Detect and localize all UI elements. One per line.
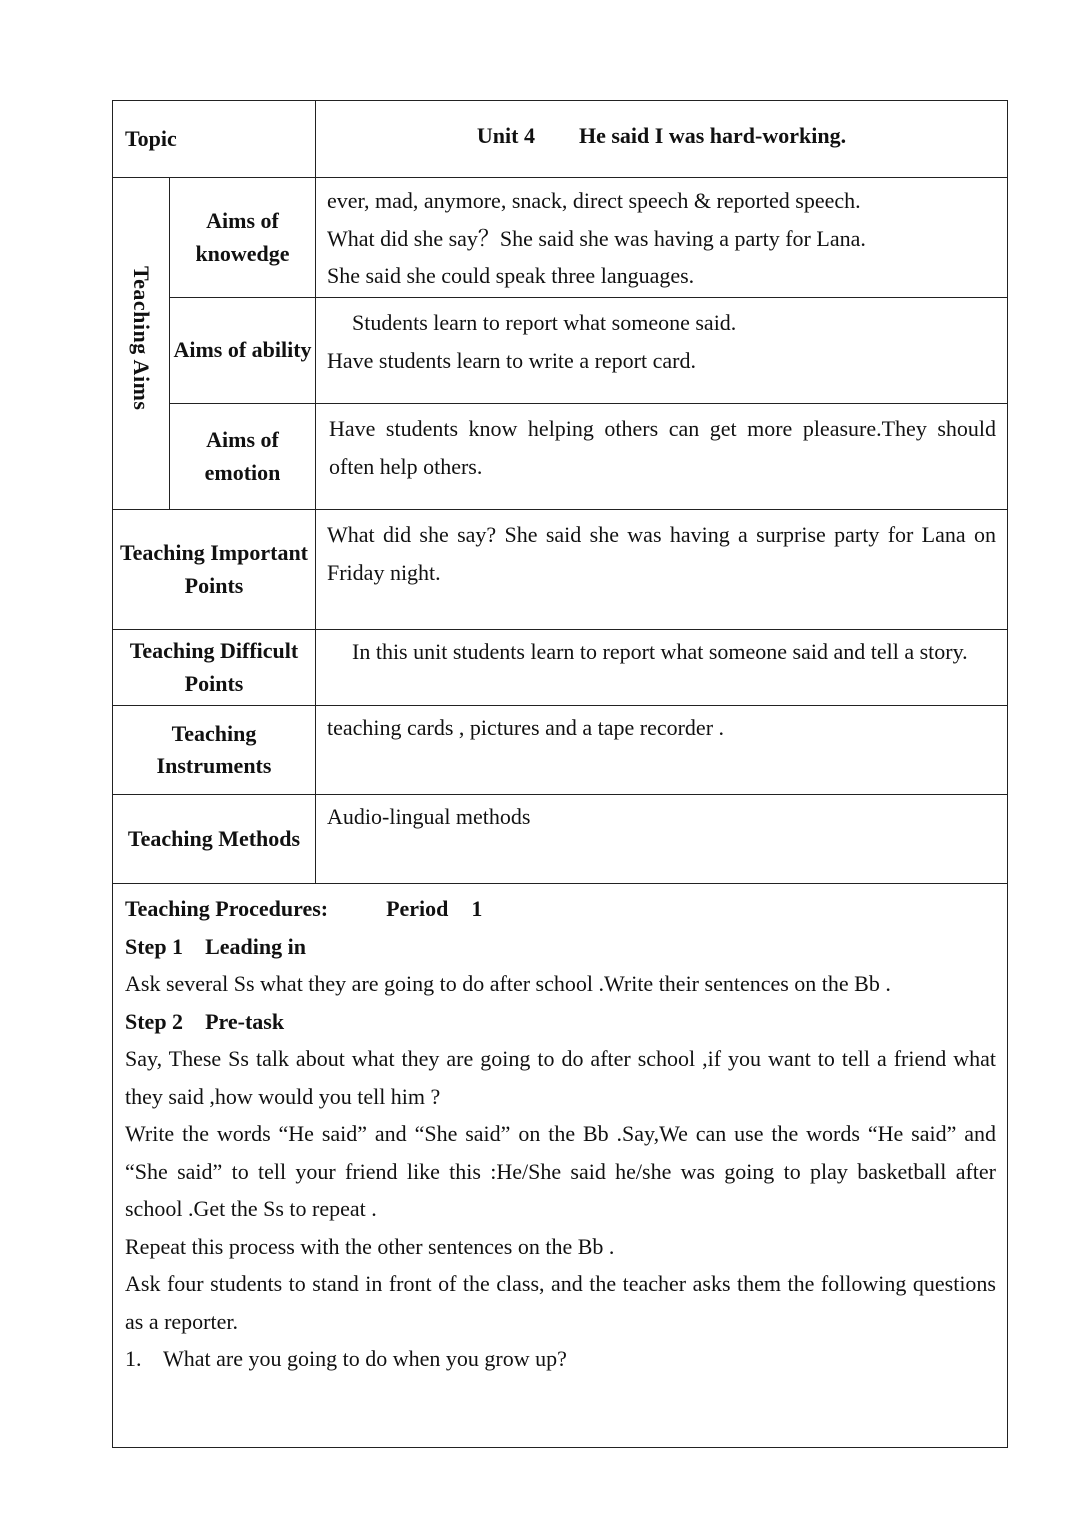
- aims-emotion-label: Aims of emotion: [170, 404, 316, 510]
- teaching-aims-label-cell: [113, 178, 170, 510]
- methods-content: Audio-lingual methods: [316, 795, 1008, 884]
- knowledge-line: She said she could speak three languages.: [327, 263, 695, 288]
- procedures-row: [113, 884, 1008, 1448]
- procedure-paragraph: Say, These Ss talk about what they are going to do after school ,if you want to tell a friend what they said ,how would you tell him ?: [125, 1046, 996, 1109]
- step1-title: Leading in: [205, 933, 306, 959]
- step1-heading: [125, 928, 996, 966]
- unit-number: Unit 4: [476, 123, 535, 148]
- procedure-paragraph: Ask four students to stand in front of the class, and the teacher asks them the following questions as a reporter.: [125, 1271, 996, 1334]
- ability-line: Have students learn to write a report card.: [327, 347, 696, 373]
- methods-row: [113, 795, 1008, 884]
- difficult-points-row: [113, 630, 1008, 706]
- aims-knowledge-row: [113, 178, 1008, 298]
- topic-row: [113, 101, 1008, 178]
- aims-ability-label: Aims of ability: [170, 298, 316, 404]
- aims-emotion-content: Have students know helping others can get more pleasure.They should often help others.: [316, 404, 1008, 510]
- question-item: [125, 1340, 996, 1378]
- aims-knowledge-content: [316, 178, 1008, 298]
- period-number: 1: [471, 896, 483, 921]
- topic-label: Topic: [113, 101, 316, 178]
- instruments-content: teaching cards , pictures and a tape recorder .: [316, 706, 1008, 795]
- aims-ability-row: [113, 298, 1008, 404]
- step1-label: Step 1: [125, 933, 184, 959]
- ability-line: Students learn to report what someone said.: [352, 310, 737, 335]
- step2-heading: [125, 1003, 996, 1041]
- unit-title: He said I was hard-working.: [578, 123, 847, 148]
- procedure-paragraph: Repeat this process with the other sentences on the Bb .: [125, 1233, 615, 1259]
- important-points-label: Teaching Important Points: [113, 510, 316, 630]
- difficult-points-content: In this unit students learn to report what someone said and tell a story.: [316, 630, 1008, 706]
- procedures-content: [113, 884, 1008, 1448]
- step2-label: Step 2: [125, 1008, 184, 1034]
- difficult-points-label: Teaching Difficult Points: [113, 630, 316, 706]
- procedures-title: Teaching Procedures:: [125, 896, 329, 921]
- procedures-heading: [125, 890, 996, 928]
- important-points-row: [113, 510, 1008, 630]
- period-label: Period: [386, 896, 449, 921]
- aims-knowledge-label: Aims of knowedge: [170, 178, 316, 298]
- topic-title: [316, 101, 1008, 178]
- step1-text: Ask several Ss what they are going to do after school .Write their sentences on the Bb .: [125, 971, 891, 996]
- instruments-label: Teaching Instruments: [113, 706, 316, 795]
- question-text: What are you going to do when you grow up?: [163, 1346, 567, 1371]
- aims-ability-content: [316, 298, 1008, 404]
- instruments-row: [113, 706, 1008, 795]
- teaching-aims-label: Teaching Aims: [129, 265, 154, 410]
- important-points-content: What did she say? She said she was having a surprise party for Lana on Friday night.: [316, 510, 1008, 630]
- question-number: 1.: [125, 1346, 142, 1371]
- aims-emotion-row: [113, 404, 1008, 510]
- methods-label: Teaching Methods: [113, 795, 316, 884]
- knowledge-line: What did she say？She said she was having a party for Lana.: [327, 225, 866, 251]
- procedure-paragraph: Write the words “He said” and “She said” on the Bb .Say,We can use the words “He said” and “She said” to tell your friend like this :He/She said he/she was going to play basketball after school .Get the Ss to repeat .: [125, 1121, 996, 1221]
- knowledge-line: ever, mad, anymore, snack, direct speech & reported speech.: [327, 188, 861, 213]
- lesson-plan-table: [112, 100, 1008, 1448]
- step2-title: Pre-task: [205, 1008, 285, 1034]
